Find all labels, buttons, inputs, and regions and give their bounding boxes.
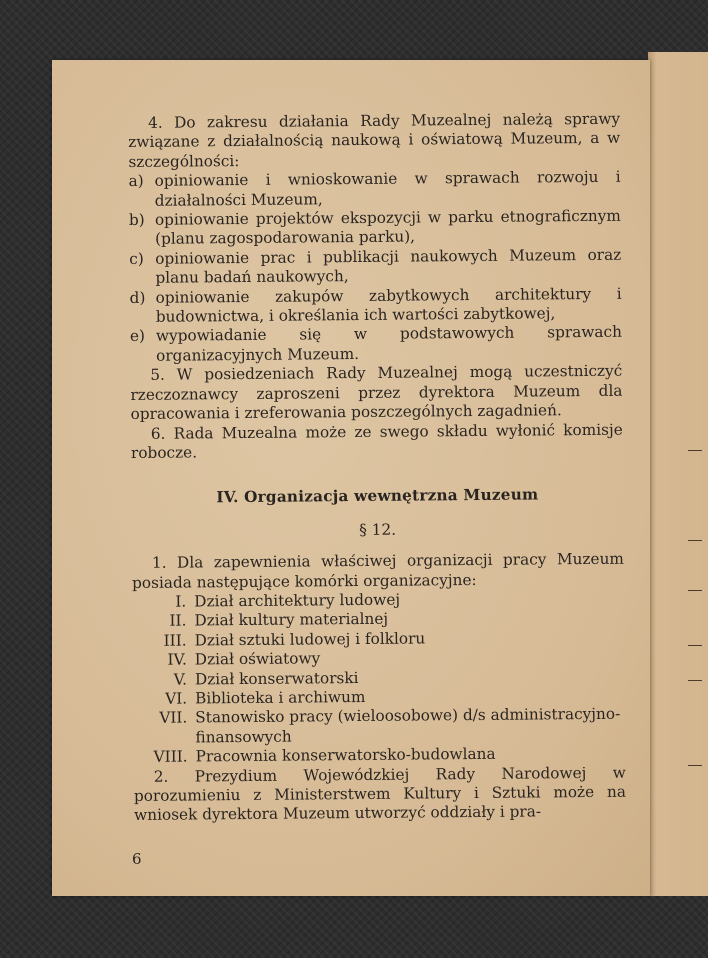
paragraph-6: 6. Rada Muzealna może ze swego składu wyłonić komisje robocze.	[130, 420, 623, 462]
department-number: VII.	[159, 708, 188, 728]
list-text: opiniowanie zakupów zabytkowych architektury i budownictwa, i określania ich wartości zabytkowej,	[155, 284, 622, 326]
next-page-edge	[648, 52, 708, 896]
paragraph-mark: § 12.	[359, 520, 397, 539]
page-edge-mark	[688, 680, 702, 681]
section-12-paragraph-2: 2. Prezydium Wojewódzkiej Rady Narodowej w porozumieniu z Ministerstwem Kultury i Sztuki może na wniosek dyrektora Muzeum utworzyć oddziały i pra-	[133, 763, 627, 825]
page-edge-mark	[688, 645, 702, 646]
list-item	[130, 323, 622, 366]
list-item	[129, 168, 621, 211]
list-text: wypowiadanie się w podstawowych sprawach organizacyjnych Muzeum.	[155, 323, 623, 365]
paragraph-4-intro: 4. Do zakresu działania Rady Muzealnej należą sprawy związane z działalnością naukową i oświatową Muzeum, a w szczególności:	[128, 109, 621, 171]
list-text: opiniowanie projektów ekspozycji w parku etnograficznym (planu zagospodarowania parku),	[154, 206, 621, 249]
page-edge-mark	[688, 540, 702, 541]
department-number: I.	[175, 592, 187, 611]
section-12-paragraph-1: 1. Dla zapewnienia właściwej organizacji pracy Muzeum posiada następujące komórki organizacyjne:	[132, 549, 624, 592]
department-number: VIII.	[153, 747, 188, 766]
department-name: Biblioteka i archiwum	[195, 687, 366, 708]
list-text: opiniowanie i wnioskowanie w sprawach rozwoju i działalności Muzeum,	[154, 167, 621, 210]
list-item	[129, 246, 621, 289]
paragraph-5: 5. W posiedzeniach Rady Muzealnej mogą uczestniczyć rzeczoznawcy zaproszeni przez dyrektora Muzeum dla opracowania i zreferowania poszczególnych zagadnień.	[130, 361, 623, 424]
department-name: Pracownia konserwatorsko-budowlana	[195, 745, 496, 766]
department-name: Dział konserwatorski	[194, 668, 359, 688]
list-item	[129, 207, 621, 250]
department-number: II.	[169, 611, 187, 631]
page-number: 6	[132, 850, 142, 868]
list-text: opiniowanie prac i publikacji naukowych Muzeum oraz planu badań naukowych,	[155, 245, 622, 288]
department-number: IV.	[167, 650, 187, 669]
department-name: Dział architektury ludowej	[194, 590, 401, 611]
list-label: d)	[129, 288, 146, 307]
department-name: Dział sztuki ludowej i folkloru	[194, 629, 426, 650]
list-label: e)	[129, 327, 146, 346]
page-edge-mark	[688, 765, 702, 766]
department-number: V.	[173, 670, 188, 689]
department-item	[133, 705, 625, 748]
list-item	[130, 284, 622, 327]
section-heading: IV. Organizacja wewnętrzna Muzeum	[216, 485, 539, 507]
page-edge-mark	[688, 590, 702, 591]
list-label: a)	[128, 172, 144, 191]
page-edge-mark	[688, 450, 702, 451]
department-name: Stanowisko pracy (wieloosobowe) d/s administracyjno-finansowych	[195, 705, 621, 747]
list-label: b)	[128, 210, 145, 230]
department-name: Dział oświatowy	[194, 649, 321, 669]
list-label: c)	[129, 249, 144, 268]
page-text	[128, 110, 626, 826]
department-number: III.	[163, 631, 187, 650]
department-name: Dział kultury materialnej	[194, 610, 389, 630]
department-number: VI.	[165, 689, 188, 708]
